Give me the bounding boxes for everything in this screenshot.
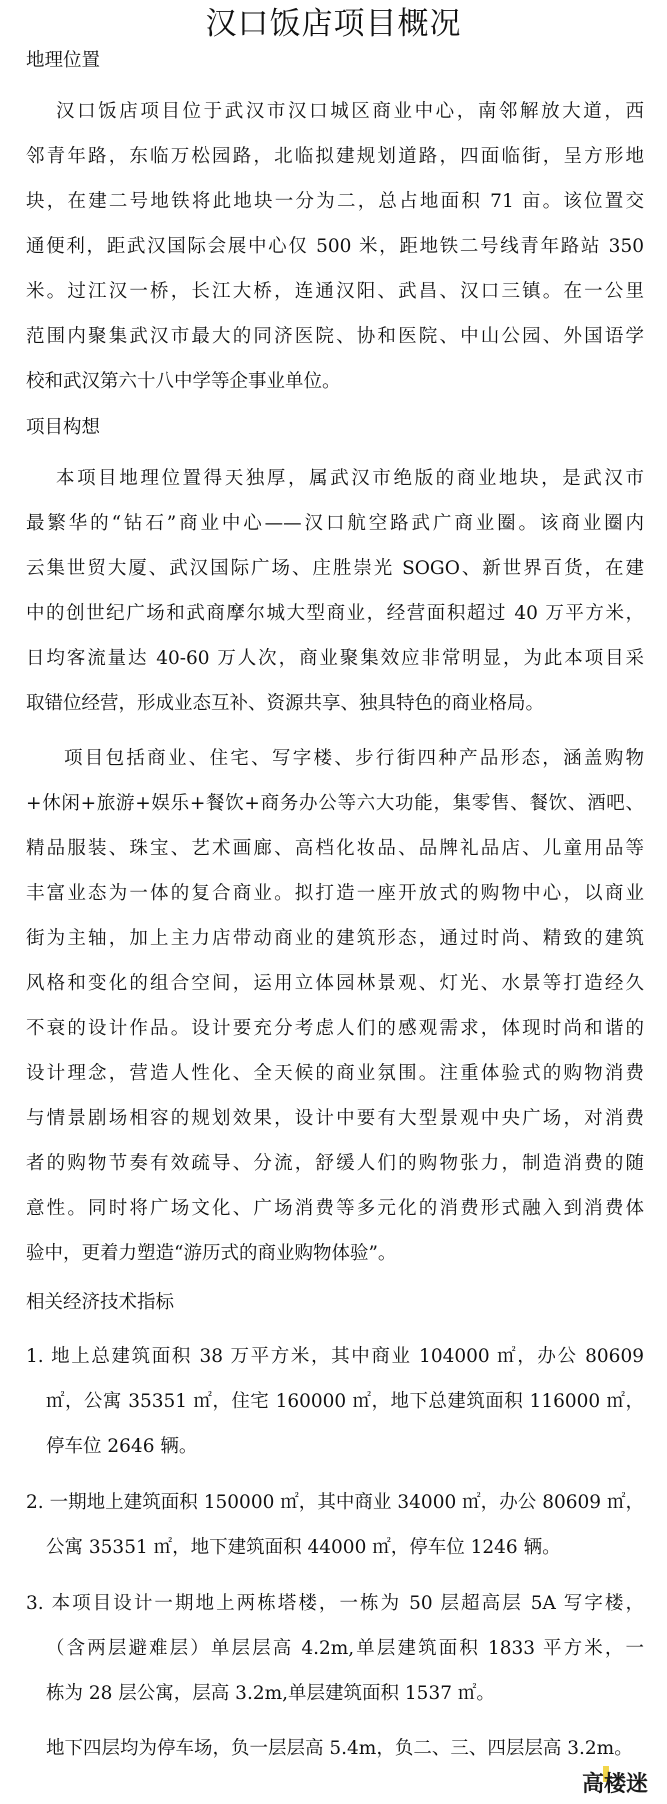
section-heading-indicators: 相关经济技术指标 xyxy=(26,1292,175,1313)
paragraph-line: 本项目地理位置得天独厚，属武汉市绝版的商业地块，是武汉市 xyxy=(56,468,644,489)
watermark-logo xyxy=(569,1764,661,1800)
section-heading-concept: 项目构想 xyxy=(26,417,101,438)
list-item-note: 地下四层均为停车场，负一层层高 5.4m，负二、三、四层层高 3.2m。 xyxy=(46,1738,633,1759)
paragraph-line: 取错位经营，形成业态互补、资源共享、独具特色的商业格局。 xyxy=(26,693,545,714)
paragraph-line: 邻青年路，东临万松园路，北临拟建规划道路，四面临街，呈方形地 xyxy=(26,146,644,167)
list-item-line: 2. 一期地上建筑面积 150000 ㎡，其中商业 34000 ㎡，办公 80609 ㎡， xyxy=(26,1492,644,1513)
paragraph-line: 验中，更着力塑造“游历式的商业购物体验”。 xyxy=(26,1243,397,1264)
watermark-logo-icon xyxy=(569,1764,661,1800)
section-heading-location: 地理位置 xyxy=(26,50,101,71)
paragraph-line: 汉口饭店项目位于武汉市汉口城区商业中心，南邻解放大道，西 xyxy=(56,101,644,122)
list-item-line: 1. 地上总建筑面积 38 万平方米，其中商业 104000 ㎡，办公 80609 xyxy=(26,1346,644,1367)
paragraph-line: 通便利，距武汉国际会展中心仅 500 米，距地铁二号线青年路站 350 xyxy=(26,236,644,257)
paragraph-line: 街为主轴，加上主力店带动商业的建筑形态，通过时尚、精致的建筑 xyxy=(26,928,644,949)
paragraph-line: 最繁华的“钻石”商业中心——汉口航空路武广商业圈。该商业圈内 xyxy=(26,513,644,534)
paragraph-line: 米。过江汉一桥，长江大桥，连通汉阳、武昌、汉口三镇。在一公里 xyxy=(26,281,644,302)
list-item-line: 停车位 2646 辆。 xyxy=(46,1436,198,1457)
list-item-line: ㎡，公寓 35351 ㎡，住宅 160000 ㎡，地下总建筑面积 116000 ㎡， xyxy=(46,1391,644,1412)
paragraph-line: 精品服装、珠宝、艺术画廊、高档化妆品、品牌礼品店、儿童用品等 xyxy=(26,838,644,859)
paragraph-line: 校和武汉第六十八中学等企事业单位。 xyxy=(26,371,341,392)
paragraph-line: 日均客流量达 40-60 万人次，商业聚集效应非常明显，为此本项目采 xyxy=(26,648,644,669)
paragraph-line: 风格和变化的组合空间，运用立体园林景观、灯光、水景等打造经久 xyxy=(26,973,644,994)
paragraph-line: 云集世贸大厦、武汉国际广场、庄胜崇光 SOGO、新世界百货，在建 xyxy=(26,558,644,579)
list-item-line: 公寓 35351 ㎡，地下建筑面积 44000 ㎡，停车位 1246 辆。 xyxy=(46,1537,561,1558)
paragraph-line: 丰富业态为一体的复合商业。拟打造一座开放式的购物中心，以商业 xyxy=(26,883,644,904)
paragraph-line: 范围内聚集武汉市最大的同济医院、协和医院、中山公园、外国语学 xyxy=(26,326,644,347)
list-item-line: 栋为 28 层公寓，层高 3.2m,单层建筑面积 1537 ㎡。 xyxy=(46,1683,495,1704)
paragraph-line: 中的创世纪广场和武商摩尔城大型商业，经营面积超过 40 万平方米， xyxy=(26,603,644,624)
paragraph-line: 块，在建二号地铁将此地块一分为二，总占地面积 71 亩。该位置交 xyxy=(26,191,644,212)
paragraph-line: +休闲+旅游+娱乐+餐饮+商务办公等六大功能，集零售、餐饮、酒吧、 xyxy=(26,793,644,814)
paragraph-line: 与情景剧场相容的规划效果，设计中要有大型景观中央广场，对消费 xyxy=(26,1108,644,1129)
document-title: 汉口饭店项目概况 xyxy=(205,6,462,42)
paragraph-line: 设计理念，营造人性化、全天候的商业氛围。注重体验式的购物消费 xyxy=(26,1063,644,1084)
watermark-text: 高楼迷 xyxy=(581,1772,649,1797)
paragraph-line: 不衰的设计作品。设计要充分考虑人们的感观需求，体现时尚和谐的 xyxy=(26,1018,644,1039)
paragraph-line: 者的购物节奏有效疏导、分流，舒缓人们的购物张力，制造消费的随 xyxy=(26,1153,644,1174)
list-item-line: （含两层避难层）单层层高 4.2m,单层建筑面积 1833 平方米，一 xyxy=(46,1638,644,1659)
paragraph-line: 项目包括商业、住宅、写字楼、步行街四种产品形态，涵盖购物 xyxy=(64,748,644,769)
paragraph-line: 意性。同时将广场文化、广场消费等多元化的消费形式融入到消费体 xyxy=(26,1198,644,1219)
list-item-line: 3. 本项目设计一期地上两栋塔楼，一栋为 50 层超高层 5A 写字楼， xyxy=(26,1593,644,1614)
